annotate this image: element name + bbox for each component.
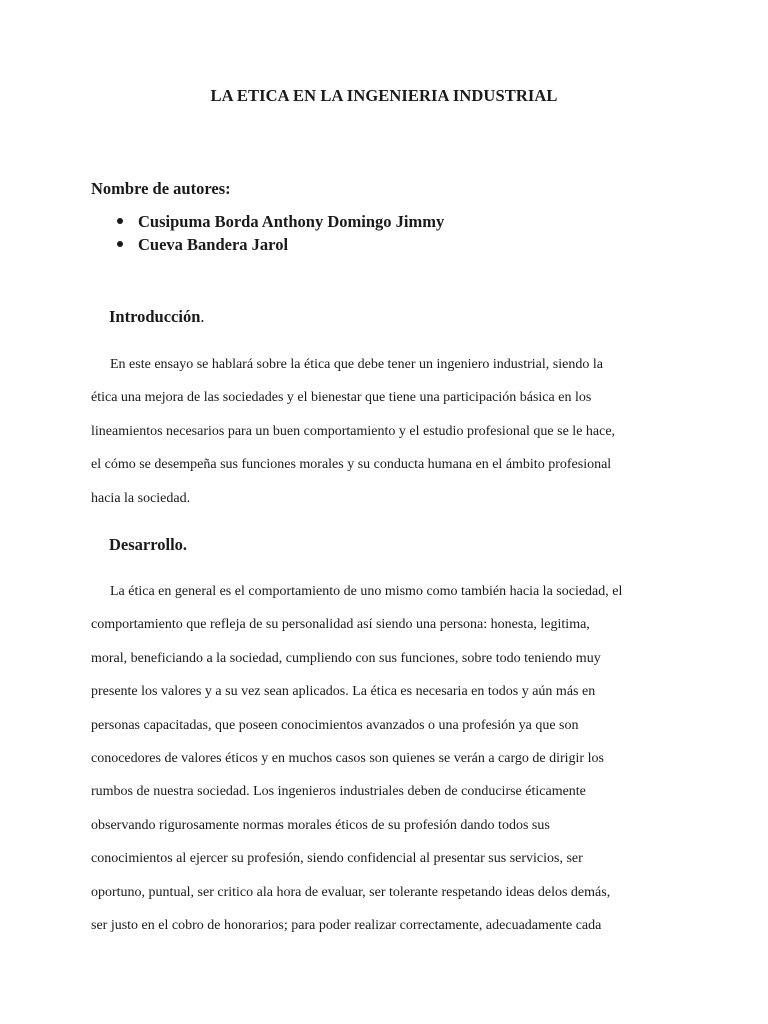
development-heading: Desarrollo. [109,535,188,554]
development-paragraph [91,575,675,942]
paragraph-line: comportamiento que refleja de su personalidad así siendo una persona: honesta, legitima, [91,617,590,633]
document-title: LA ETICA EN LA INGENIERIA INDUSTRIAL [210,86,558,105]
paragraph-line: hacia la sociedad. [91,490,191,506]
authors-list [91,210,444,256]
author-name: Cueva Bandera Jarol [138,235,289,254]
paragraph-line: En este ensayo se hablará sobre la ética que debe tener un ingeniero industrial, siendo la [110,357,603,372]
introduction-heading-text: Introducción [109,307,201,326]
paragraph-line: conocedores de valores éticos y en muchos casos son quienes se verán a cargo de dirigir los [91,750,604,766]
paragraph-line: conocimientos al ejercer su profesión, siendo confidencial al presentar sus servicios, ser [91,851,583,867]
list-item [91,210,444,233]
introduction-heading-period: . [200,307,205,326]
introduction-heading [109,307,205,327]
list-item [91,233,444,256]
paragraph-line: rumbos de nuestra sociedad. Los ingenieros industriales deben de conducirse éticamente [91,784,586,800]
paragraph-line: La ética en general es el comportamiento de uno mismo como también hacia la sociedad, el [110,584,623,599]
paragraph-line: lineamientos necesarios para un buen comportamiento y el estudio profesional que se le hace, [91,423,616,439]
paragraph-line: moral, beneficiando a la sociedad, cumpliendo con sus funciones, sobre todo teniendo muy [91,650,601,666]
paragraph-line: ser justo en el cobro de honorarios; para poder realizar correctamente, adecuadamente cada [91,917,602,933]
paragraph-line: ética una mejora de las sociedades y el bienestar que tiene una participación básica en los [91,390,592,406]
introduction-paragraph [91,348,675,515]
author-name: Cusipuma Borda Anthony Domingo Jimmy [138,212,445,231]
authors-heading: Nombre de autores: [91,179,231,198]
paragraph-line: observando rigurosamente normas morales éticos de su profesión dando todos sus [91,817,550,833]
paragraph-line: el cómo se desempeña sus funciones morales y su conducta humana en el ámbito profesional [91,457,612,473]
bullet-icon [117,218,123,224]
bullet-icon [117,241,123,247]
paragraph-line: oportuno, puntual, ser critico ala hora de evaluar, ser tolerante respetando ideas delos demás, [91,884,611,900]
paragraph-line: personas capacitadas, que poseen conocimientos avanzados o una profesión ya que son [91,717,579,733]
paragraph-line: presente los valores y a su vez sean aplicados. La ética es necesaria en todos y aún más en [91,684,596,700]
